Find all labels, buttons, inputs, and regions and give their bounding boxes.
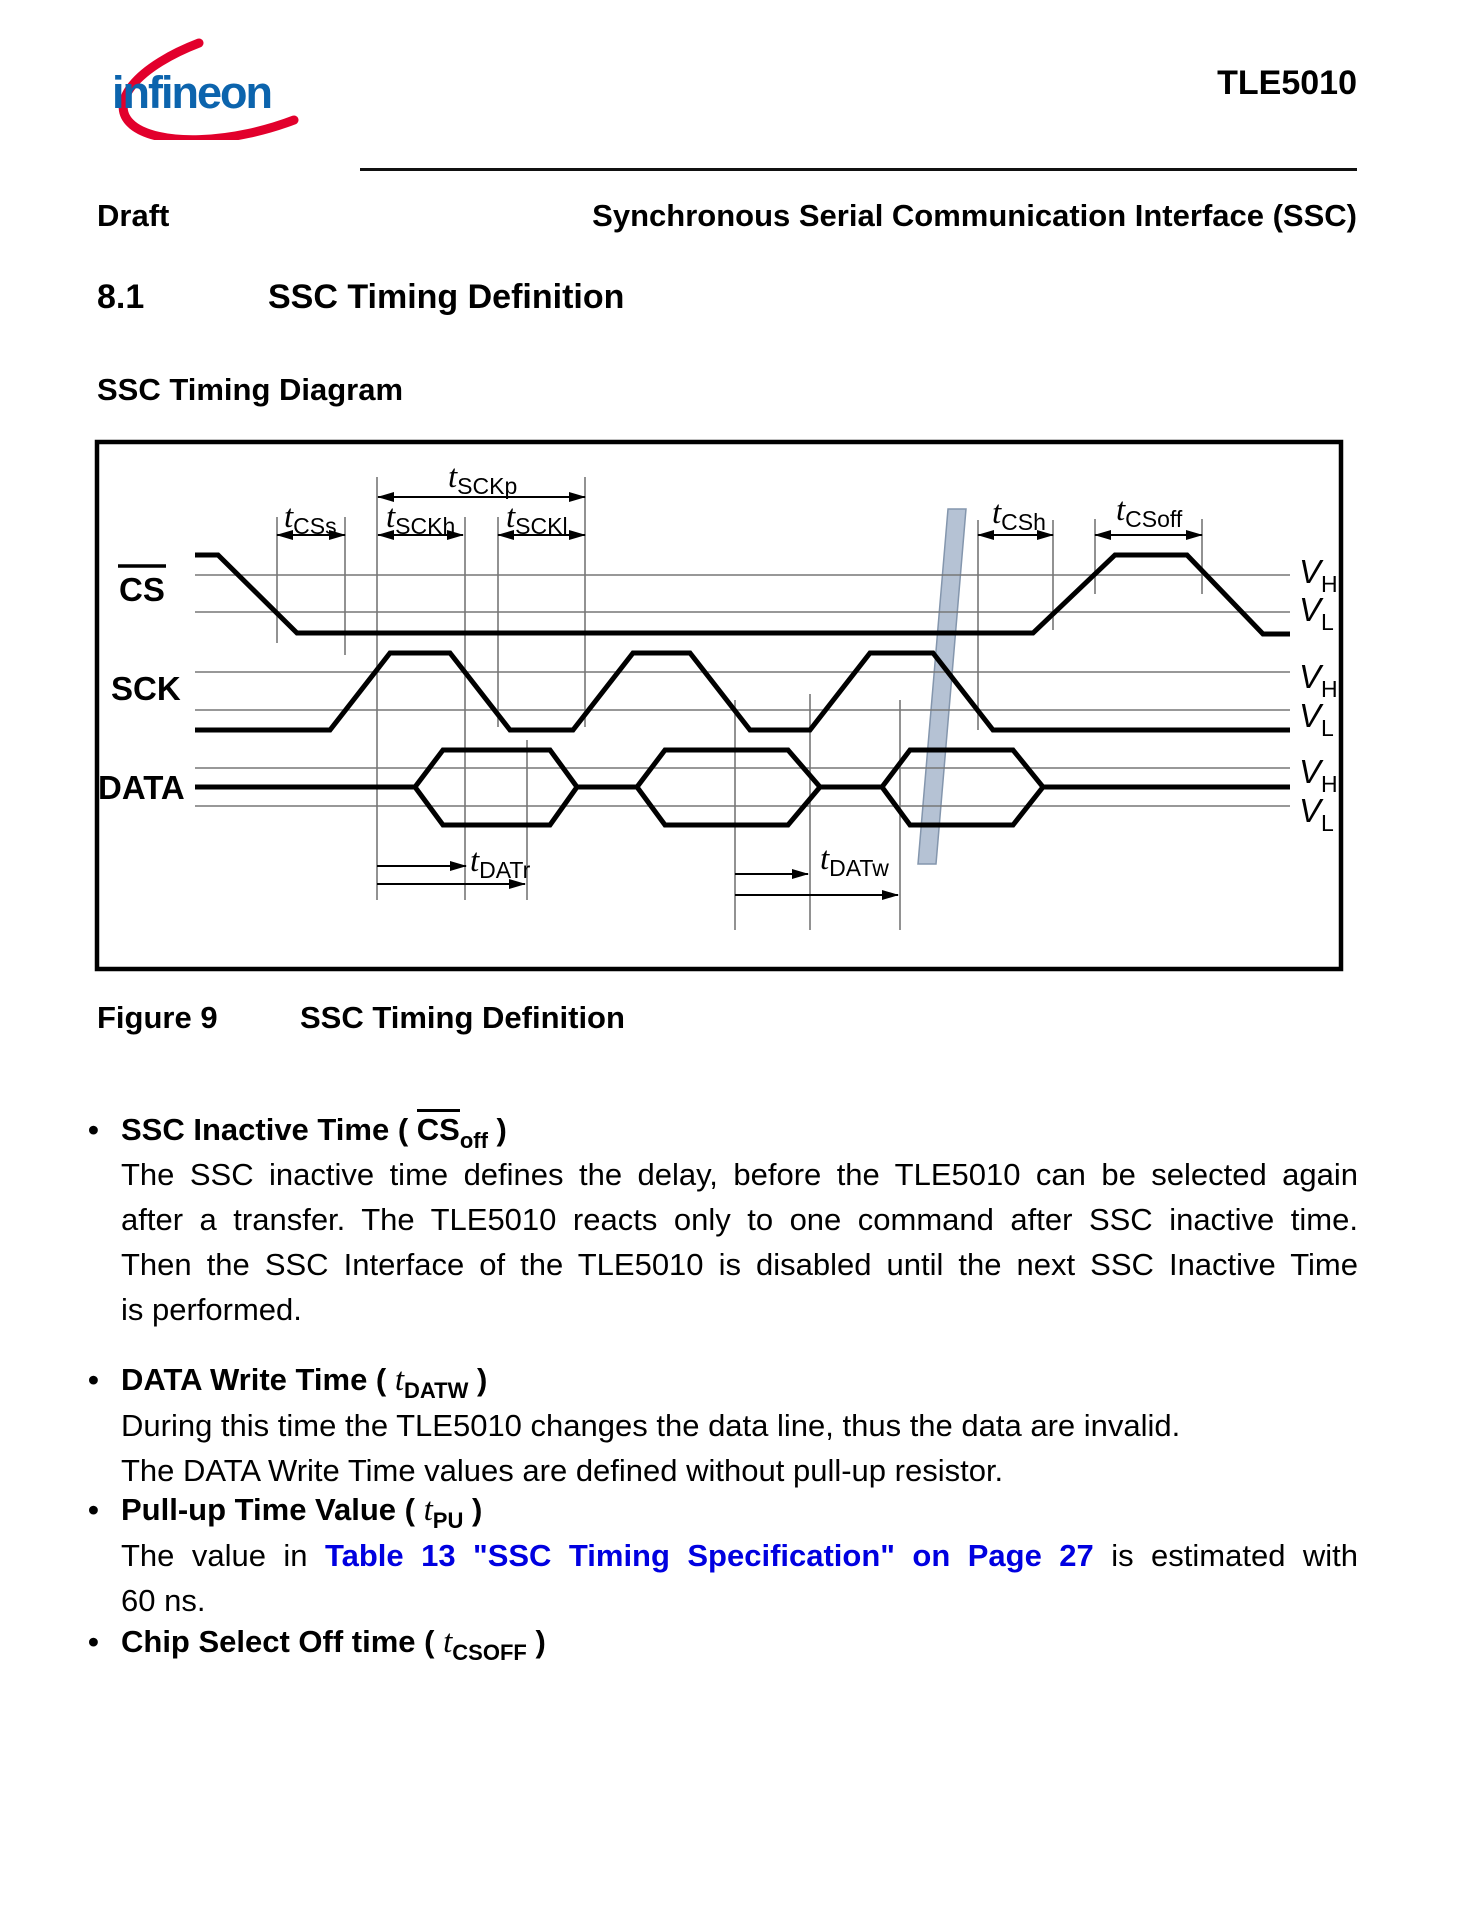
sck-vh-label: VH	[1299, 658, 1338, 702]
t-csh-label: tCSh	[992, 495, 1046, 535]
reference-gridlines	[195, 477, 1290, 930]
figure-title: SSC Timing Definition	[300, 1000, 625, 1035]
infineon-logo	[70, 36, 310, 140]
bullet-heading-chip-select-off-time: Chip Select Off time ( $t_{CSOFF}$ )	[121, 1624, 546, 1665]
cs-vh-label: VH	[1299, 553, 1338, 597]
section-number: 8.1	[97, 278, 145, 316]
section-title: SSC Timing Definition	[268, 278, 625, 316]
bullet-marker: •	[88, 1362, 99, 1397]
t-csoff-label: tCSoff	[1116, 492, 1183, 532]
bullet-marker: •	[88, 1624, 99, 1659]
data-vl-label: VL	[1299, 792, 1334, 836]
doc-status: Draft	[97, 198, 170, 233]
figure-label: Figure 9	[97, 1000, 218, 1035]
data-vh-label: VH	[1299, 753, 1338, 797]
diagram-subheading: SSC Timing Diagram	[97, 372, 404, 407]
bullet-heading-data-write-time: DATA Write Time ( $t_{DATW}$ )	[121, 1362, 488, 1403]
bullet-body-ssc-inactive-time: The SSC inactive time defines the delay, before the TLE5010 can be selected again after a transfer. The TLE5010 reacts only to one command after SSC inactive time. Then the SSC Interface of the TLE5010 is disabled until the next SSC Inactive Time is performed.	[121, 1157, 1358, 1327]
cs-overline-text: CS	[417, 1109, 460, 1147]
bullet-item-pull-up-time-value	[88, 1487, 1358, 1623]
data-signal-label: DATA	[98, 769, 185, 806]
cs-trace	[195, 555, 1290, 634]
bullet-body-pull-up-time-value: The value in Table 13 "SSC Timing Specification" on Page 27 is estimated with 60 ns.	[121, 1538, 1358, 1618]
doc-title: Synchronous Serial Communication Interface (SSC)	[592, 198, 1357, 233]
measurement-arrows	[277, 497, 1202, 895]
header-rule	[360, 168, 1357, 171]
cs-signal-label: CS	[119, 571, 165, 608]
t-sckl-label: tSCKl	[506, 499, 568, 539]
sck-trace	[195, 653, 1290, 730]
sck-vl-label: VL	[1299, 697, 1334, 741]
timing-diagram	[88, 428, 1362, 980]
logo-wordmark: infineon	[112, 67, 271, 118]
bullet-item-data-write-time	[88, 1357, 1358, 1493]
bullet-item-chip-select-off-time	[88, 1619, 1358, 1665]
bullet-item-ssc-inactive-time	[88, 1107, 1358, 1332]
t-datr-label: tDATr	[470, 843, 531, 883]
t-css-label: tCSs	[284, 499, 337, 539]
data-trace	[195, 750, 1290, 825]
bullet-marker: •	[88, 1112, 99, 1147]
bullet-heading-pull-up-time-value: Pull-up Time Value ( $t_{PU}$ )	[121, 1492, 483, 1533]
t-sckh-label: tSCKh	[386, 499, 456, 539]
product-title: TLE5010	[1217, 64, 1357, 102]
t-datw-label: tDATw	[820, 841, 889, 881]
bullet-marker: •	[88, 1492, 99, 1527]
cs-vl-label: VL	[1299, 591, 1334, 635]
t-sckp-label: tSCKp	[448, 459, 518, 499]
bullet-heading-ssc-inactive-time: SSC Inactive Time ( $CS_{off}$ )	[121, 1107, 1358, 1152]
sck-signal-label: SCK	[111, 670, 181, 707]
table-13-link[interactable]: Table 13 "SSC Timing Specification" on Page 27	[324, 1538, 1094, 1573]
bullet-body-data-write-time: During this time the TLE5010 changes the data line, thus the data are invalid. The DATA Write Time values are defined without pull-up resistor.	[121, 1408, 1181, 1488]
